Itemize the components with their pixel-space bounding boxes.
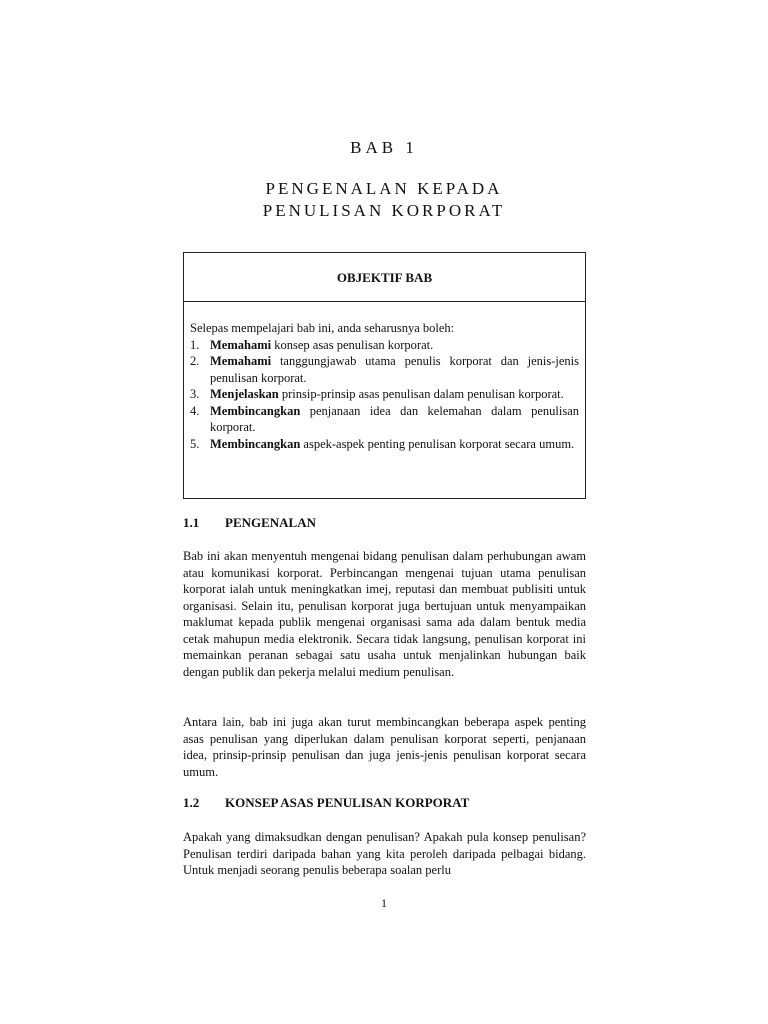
objective-text: tanggungjawab utama penulis korporat dan jenis-jenis penulisan korporat.	[210, 354, 579, 385]
paragraph: Apakah yang dimaksudkan dengan penulisan? Apakah pula konsep penulisan? Penulisan terdiri daripada bahan yang kita peroleh daripada pelbagai bidang. Untuk menjadi seorang penulis beberapa soalan perlu	[183, 830, 586, 877]
objective-number: 3.	[190, 387, 200, 401]
objective-item	[190, 403, 579, 436]
objective-verb: Memahami	[210, 337, 272, 352]
section-heading-1-2	[183, 795, 469, 811]
objective-text: prinsip-prinsip asas penulisan dalam penulisan korporat.	[278, 387, 564, 401]
section-heading-1-1	[183, 515, 316, 531]
objectives-intro: Selepas mempelajari bab ini, anda seharusnya boleh:	[190, 321, 455, 335]
objective-text: konsep asas penulisan korporat.	[271, 337, 434, 352]
objective-item	[190, 353, 579, 386]
objective-number: 4.	[190, 403, 200, 418]
objective-item	[190, 436, 579, 453]
objective-text: penjanaan idea dan kelemahan dalam penulisan korporat.	[210, 403, 579, 434]
section-title: PENGENALAN	[225, 515, 317, 530]
objectives-heading: OBJEKTIF BAB	[184, 253, 585, 302]
objective-text: aspek-aspek penting penulisan korporat secara umum.	[300, 436, 575, 451]
objective-item	[190, 337, 579, 354]
section-number: 1.1	[183, 515, 200, 530]
page-number: 1	[381, 896, 387, 910]
objective-item	[190, 386, 579, 403]
chapter-title	[0, 178, 768, 222]
objective-verb: Membincangkan	[210, 403, 301, 418]
paragraph: Antara lain, bab ini juga akan turut membincangkan beberapa aspek penting asas penulisan yang diperlukan dalam penulisan korporat seperti, penjanaan idea, prinsip-prinsip penulisan dan juga jenis-jenis penulisan korporat secara umum.	[183, 715, 586, 779]
chapter-title-line-1: PENGENALAN KEPADA	[265, 179, 503, 198]
section-title: KONSEP ASAS PENULISAN KORPORAT	[225, 795, 470, 810]
objectives-box	[183, 252, 586, 499]
objective-number: 2.	[190, 354, 200, 368]
objective-verb: Membincangkan	[210, 436, 301, 451]
chapter-label: BAB 1	[350, 138, 418, 157]
objective-number: 1.	[190, 337, 200, 352]
objectives-body	[184, 302, 585, 452]
section-number: 1.2	[183, 795, 200, 810]
objectives-list	[190, 337, 579, 453]
paragraph: Bab ini akan menyentuh mengenai bidang penulisan dalam perhubungan awam atau komunikasi korporat. Perbincangan mengenai tujuan utama penulisan korporat ialah untuk meningkatkan imej, reputasi dan membuat publisiti untuk organisasi. Selain itu, penulisan korporat juga bertujuan untuk menyampaikan maklumat kepada publik mengenai organisasi sama ada dalam bentuk media cetak mahupun media elektronik. Secara tidak langsung, penulisan korporat ini memainkan peranan sebagai satu usaha untuk menjalinkan hubungan baik dengan publik dan pekerja melalui medium penulisan.	[183, 549, 586, 679]
objective-number: 5.	[190, 436, 200, 451]
objective-verb: Memahami	[210, 354, 272, 368]
chapter-title-line-2: PENULISAN KORPORAT	[262, 201, 506, 220]
objective-verb: Menjelaskan	[210, 387, 279, 401]
